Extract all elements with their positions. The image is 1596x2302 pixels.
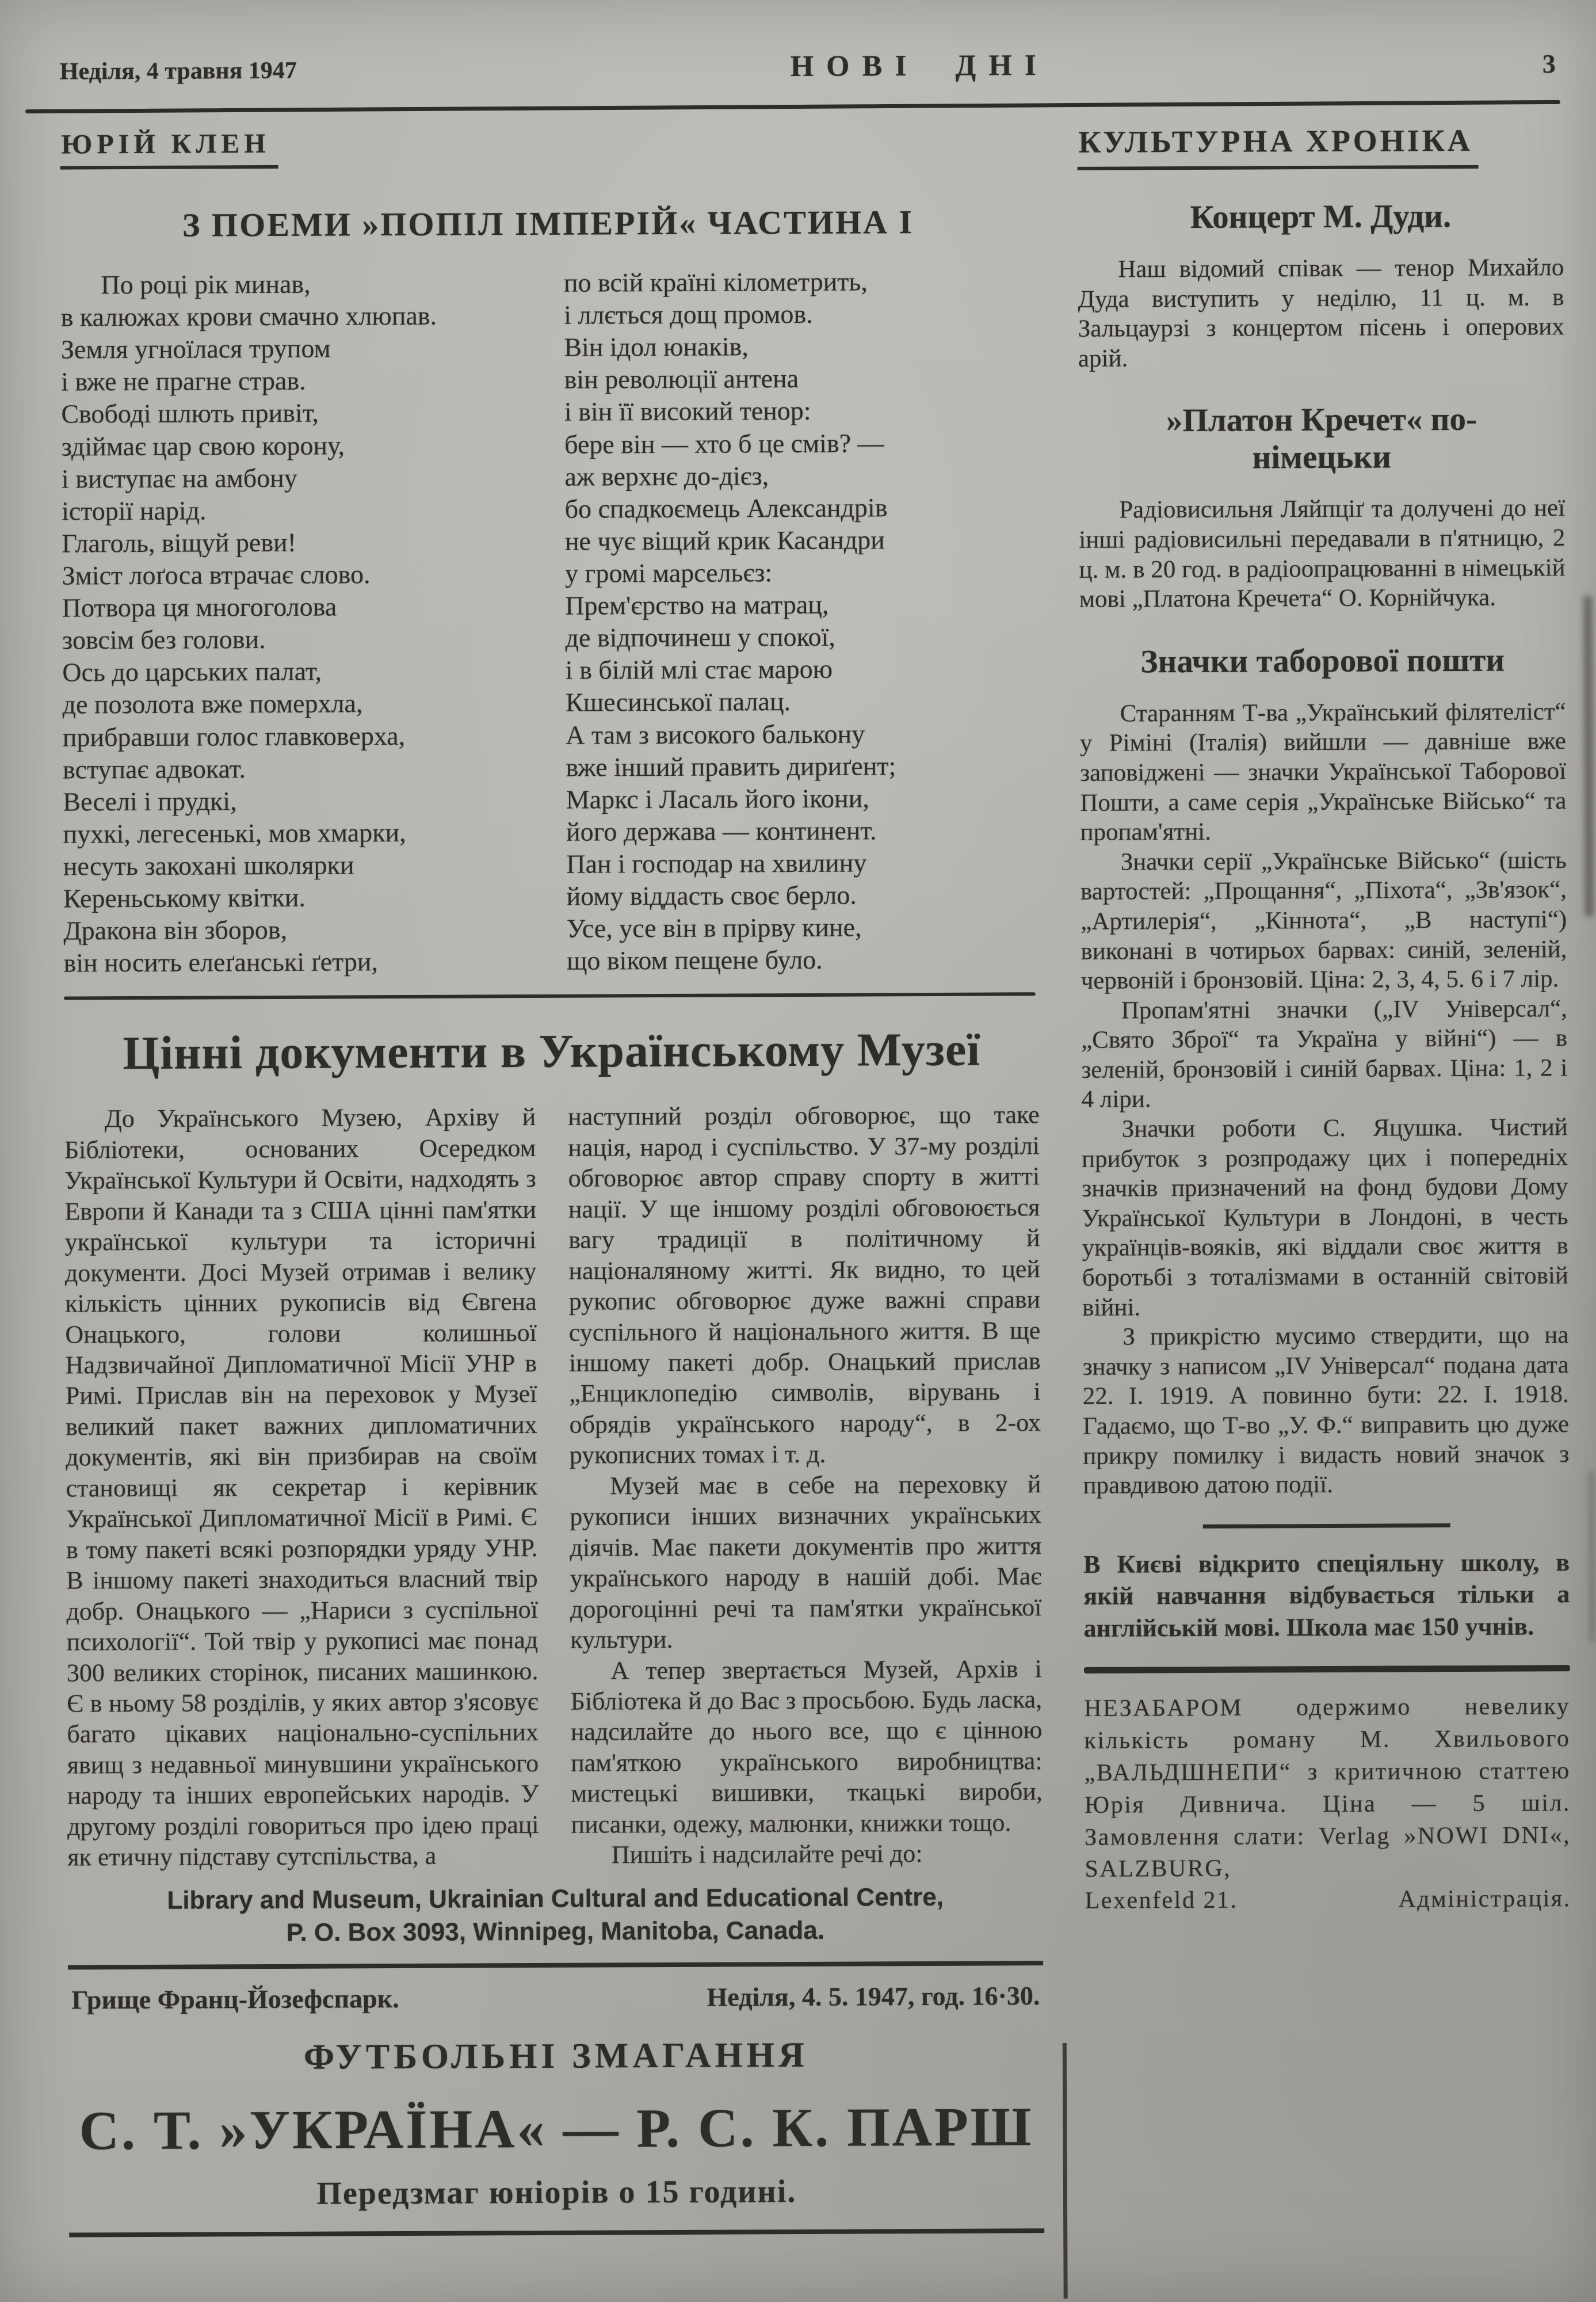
platon-paragraph: Радіовисильня Ляйпціґ та долучені до неї інші радіовисильні передавали в п'ятницю, 2 ц. м. в 20 год. в радіоопрацюванні в німецькій мові „Платона Кречета“ О. Корнійчука. [1079, 494, 1566, 613]
museum-paragraph: Музей має в себе на переховку й рукописи інших визначних українських діячів. Має пакети документів про життя українського народу в нашій добі. Має дорогоцінні речі та пам'ятки української культури. [570, 1470, 1042, 1654]
poem-section [60, 124, 1038, 980]
poem-column-1: По році рік минав, в калюжах крови смачно хлюпав. Земля угноїлася трупом і вже не прагне страв. Свободі шлють привіт, здіймає цар свою корону, і виступає на амбону історії нарід. Глаголь, віщуй реви! Зміст лоґоса втрачає слово. Потвора ця многоголова зовсім без голови. Ось до царських палат, де позолота вже померхла, прибравши голос главковерха, вступає адвокат. Веселі і прудкі, пухкі, легесенькі, мов хмарки, несуть закохані школярки Кереньському квітки. Дракона він зборов, він носить елеґанські ґетри, [60, 269, 437, 978]
museum-article-column-1 [64, 1102, 539, 1873]
museum-address-line: P. O. Box 3093, Winnipeg, Manitoba, Canada. [286, 1916, 825, 1947]
museum-paragraph: Пишіть і надсилайте речі до: [611, 1839, 923, 1869]
stamps-paragraph: Пропам'ятні значки („IV Універсал“, „Свято Зброї“ та Україна у війні“) — в зеленій, бронзовій і синій барвах. Ціна: 1, 2 і 4 ліри. [1081, 994, 1568, 1114]
football-subheading: Передзмаг юніорів о 15 годині. [316, 2174, 797, 2212]
football-venue: Грище Франц-Йозефспарк. [71, 1984, 399, 2015]
museum-article-title: Цінні документи в Українському Музеї [123, 1023, 981, 1080]
football-info-row [71, 1980, 1040, 2015]
header-rule [25, 100, 1560, 113]
left-region [60, 124, 1044, 2237]
issue-date: Неділя, 4 травня 1947 [59, 57, 297, 85]
school-note: В Києві відкрито спеціяльну школу, в якій навчання відбувається тільки а англійській мові. Школа має 150 учнів. [1083, 1548, 1570, 1642]
publisher-address: Lexenfeld 21. [1085, 1886, 1238, 1915]
column-divider-rule [1063, 2043, 1068, 2299]
stamps-heading: Значки таборової пошти [1140, 642, 1505, 680]
chronicle-column [1077, 122, 1571, 1915]
museum-address-line: Library and Museum, Ukrainian Cultural and Educational Centre, [167, 1882, 944, 1915]
masthead-title: НОВІ ДНІ [790, 49, 1049, 83]
stamps-paragraph: З прикрістю мусимо ствердити, що на значку з написом „IV Універсал“ подана дата 22. І. 1919. А повинно бути: 22. І. 1918. Гадаємо, що Т-во „У. Ф.“ виправить цю дуже прикру помилку і видасть новий значок з правдивою датою події. [1082, 1321, 1570, 1500]
museum-article-column-2 [568, 1100, 1043, 1871]
publisher-note: НЕЗАБАРОМ одержимо невелику кількість роману М. Хвильового „ВАЛЬДШНЕПИ“ з критичною статтею Юрія Дивнича. Ціна — 5 шіл. Замовлення слати: Verlag »NOWI DNI«, SALZBURG, [1084, 1693, 1571, 1883]
stamps-paragraph: Значки роботи С. Яцушка. Чистий прибуток з розпродажу цих і попередніх значків призначений на фонд будови Дому Української Культури в Лондоні, в честь українців-вояків, які віддали своє життя в боротьбі з тоталізмами в останній світовій війні. [1081, 1114, 1569, 1321]
museum-paragraph: А тепер звертається Музей, Архів і Бібліотека й до Вас з просьбою. Будь ласка, надсилайте до нього все, що є цінною пам'яткою українського виробництва: мистецькі вишивки, ткацькі вироби, писанки, одежу, малюнки, книжки тощо. [570, 1654, 1043, 1839]
chronicle-title: КУЛЬТУРНА ХРОНІКА [1077, 123, 1479, 170]
page-edge-artifact [1583, 595, 1594, 917]
short-divider-rule [1202, 1523, 1450, 1529]
museum-address [68, 1880, 1043, 1950]
museum-paragraph: До Українського Музею, Архіву й Бібліотеки, основаних Осередком Української Культури й Освіти, надходять з Европи й Канади та з США цінні пам'ятки української культури та історичні документи. Досі Музей отримав і велику кількість цінних рукописів від Євгена Онацького, голови колишньої Надзвичайної Дипломатичної Місії УНР в Римі. Прислав він на переховок у Музеї великий пакет важних дипломатичних документів, які він призбирав на своїм становищі як секретар і керівник Української Дипломатичної Місії в Римі. Є в тому пакеті всякі розпорядки уряду УНР. В іншому пакеті знаходиться власний твір добр. Онацького — „Нариси з суспільної психології“. Той твір у рукописі має понад 300 великих сторінок, писаних машинкою. Є в ньому 58 розділів, у яких автор з'ясовує багато цікавих національно-суспільних явищ з недавньої минувшини українського народу та інших европейських народів. У другому розділі говориться про ідею праці як етичну підставу сутспільства, а [64, 1103, 539, 1872]
poem-bottom-rule [64, 993, 1036, 1000]
stamps-paragraph: Старанням Т-ва „Український філятеліст“ у Ріміні (Італія) вийшли — давніше вже заповіджені — значки Української Таборової Пошти, а саме серія „Українське Військо“ та пропам'ятні. [1079, 698, 1567, 846]
thick-divider-rule [1084, 1665, 1570, 1674]
poem-author: ЮРІЙ КЛЕН [60, 128, 278, 170]
football-heading: ФУТБОЛЬНІ ЗМАГАННЯ [303, 2036, 808, 2077]
concert-heading: Концерт М. Дуди. [1190, 198, 1452, 236]
publisher-note-last-line [1085, 1885, 1571, 1915]
concert-paragraph: Наш відомий співак — тенор Михайло Дуда виступить у неділю, 11 ц. м. в Зальцаурзі з концертом пісень і оперових арій. [1078, 254, 1564, 372]
stamps-paragraph: Значки серії „Українське Військо“ (шість вартостей: „Прощання“, „Піхота“, „Зв'язок“, „Артилерія“, „Кіннота“, „В наступі“) виконані в чотирьох барвах: синій, зеленій, червоній і бронзовій. Ціна: 2, 3, 4, 5. 6 і 7 лір. [1080, 846, 1567, 994]
museum-article [64, 1023, 1043, 1950]
platon-heading: »Платон Кречет« по-німецьки [1166, 401, 1477, 476]
page-header [60, 46, 1556, 86]
poem-column-2: по всій країні кілометрить, і ллється дощ промов. Він ідол юнаків, він революції антена і він її високий тенор: бере він — хто б це смів? — аж верхнє до-дієз, бо спадкоємець Александрів не чує віщий крик Касандри у громі марсельєз: Прем'єрство на матрац, де відпочинеш у спокої, і в білій млі стає марою Кшесинської палац. А там з високого балькону вже інший править дириґент; Маркс і Ласаль його ікони, його держава — континент. Пан і господар на хвилину йому віддасть своє берло. Усе, усе він в прірву кине, що віком пещене було. [563, 266, 896, 976]
page-number: 3 [1542, 49, 1556, 79]
poem-columns [60, 265, 1038, 980]
publisher-signature: Адміністрація. [1398, 1885, 1571, 1913]
football-ad [68, 1961, 1044, 2237]
football-match-title: С. Т. »УКРАЇНА« — Р. С. К. ПАРШ [79, 2095, 1034, 2162]
football-datetime: Неділя, 4. 5. 1947, год. 16·30. [707, 1981, 1040, 2012]
page-edge-artifact [1588, 1470, 1594, 1642]
museum-paragraph: наступний розділ обговорює, що таке нація, народ і суспільство. У 37-му розділі обговорює автор справу спорту в житті нації. У ще іншому розділі обговоюється вагу традиції в політичному й націоналяному житті. Як видно, то цей рукопис обговорює дуже важні справи суспільного й національного життя. В ще іншому пакеті добр. Онацький прислав „Енциклопедію символів, вірувань і обрядів українського народу“, в 2-ох рукописних томах і т. д. [568, 1100, 1041, 1470]
museum-article-columns [64, 1100, 1043, 1873]
poem-title: З ПОЕМИ »ПОПІЛ ІМПЕРІЙ« ЧАСТИНА І [182, 203, 914, 244]
